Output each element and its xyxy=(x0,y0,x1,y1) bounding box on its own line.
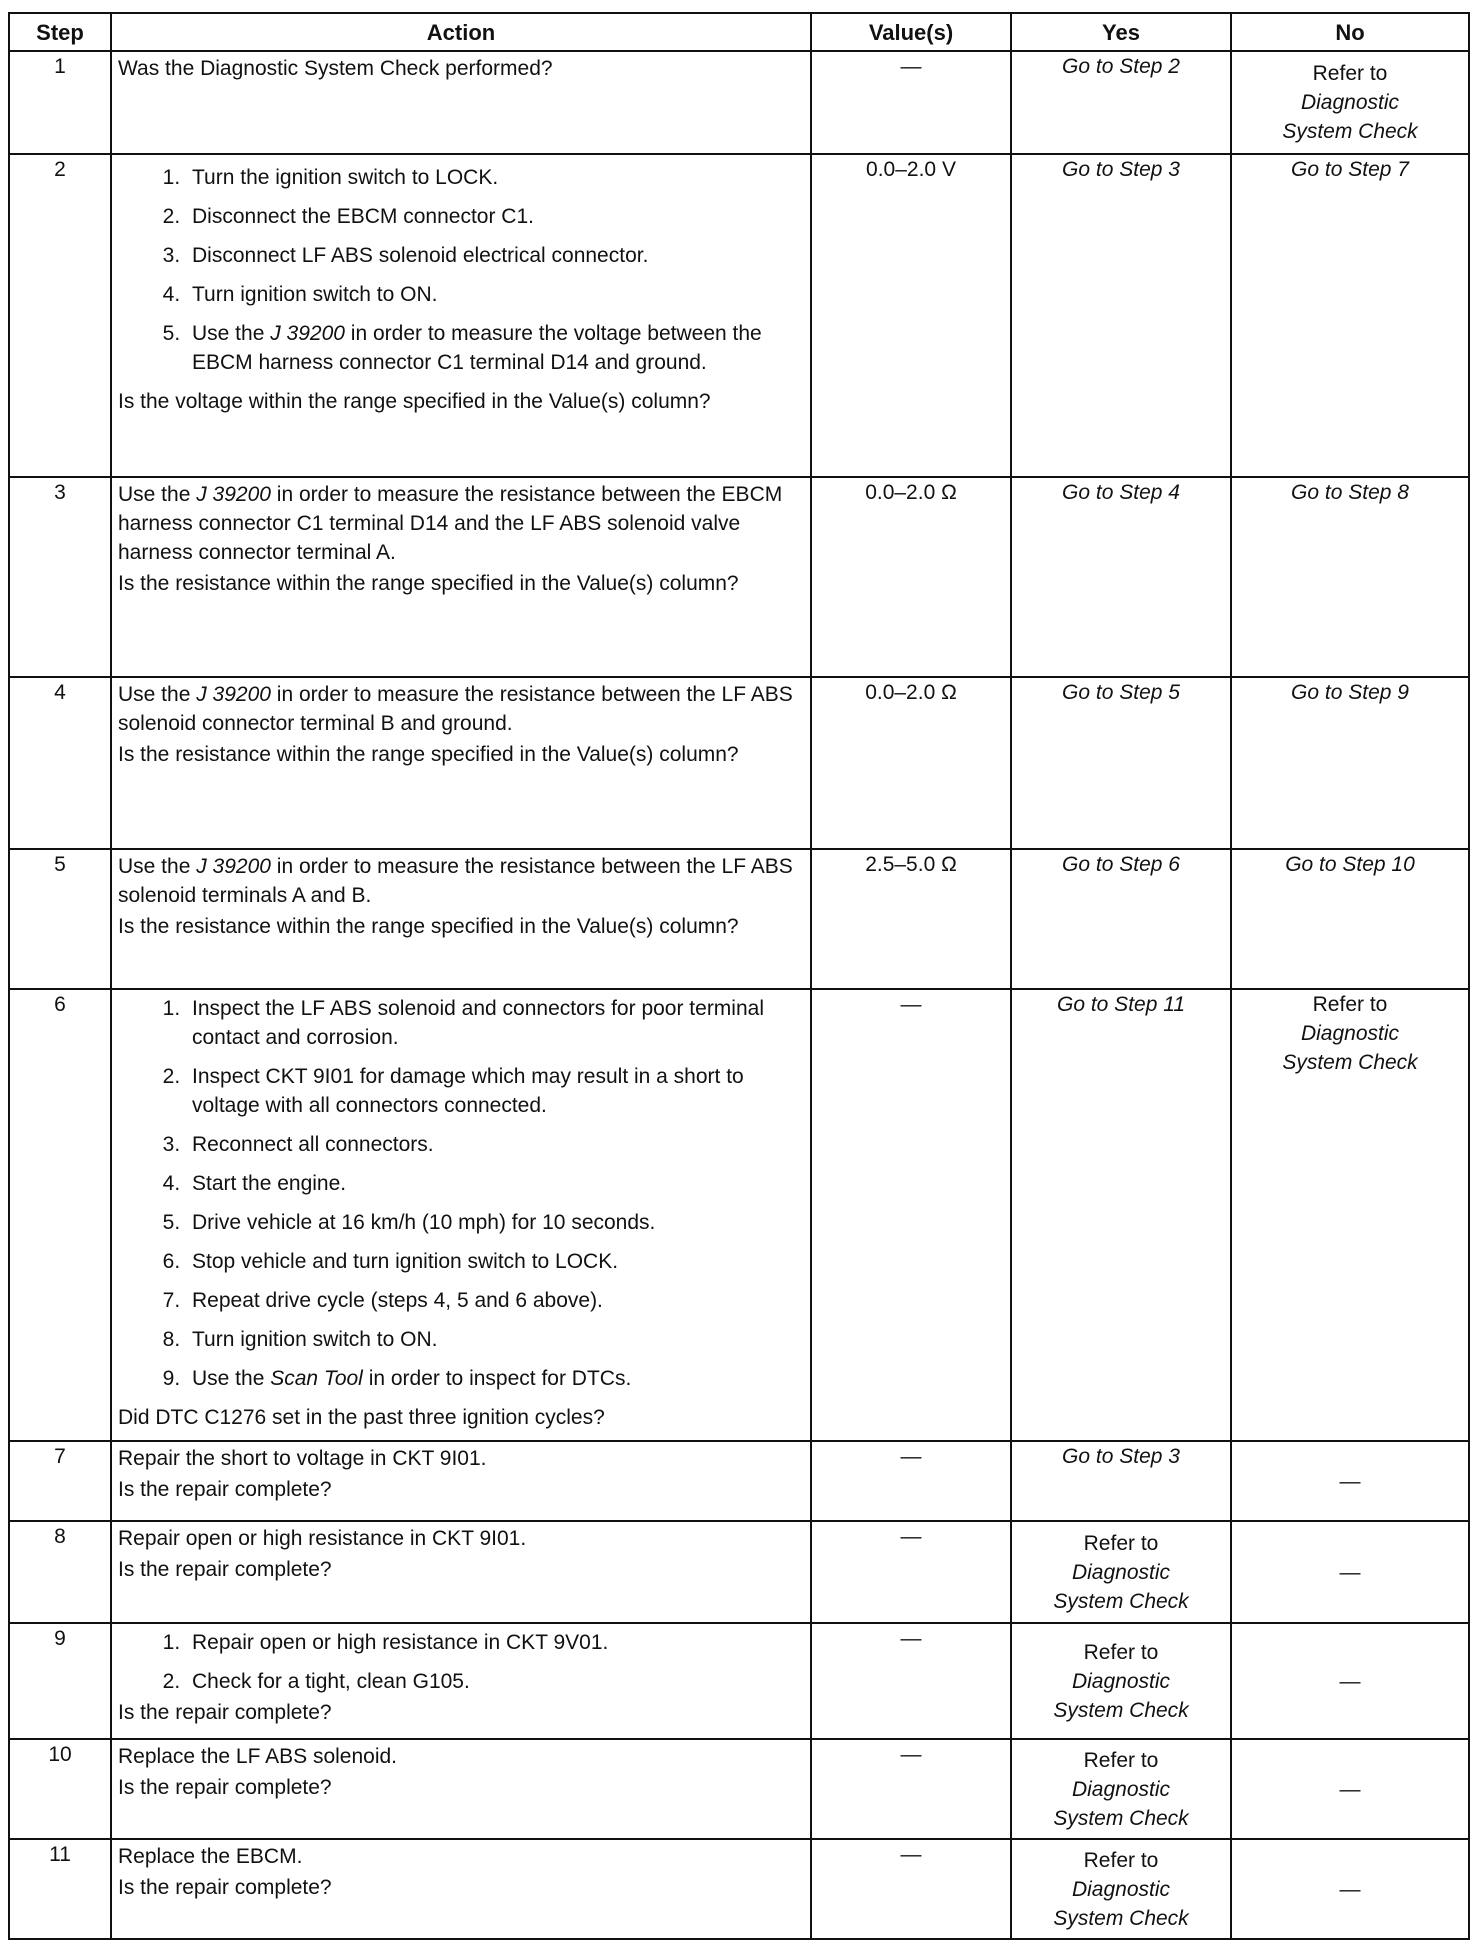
yes-cell xyxy=(1011,1739,1231,1839)
no-cell xyxy=(1231,477,1469,677)
question-text: Is the resistance within the range specified in the Value(s) column? xyxy=(118,572,739,595)
step-number: 4 xyxy=(9,677,111,849)
list-item: 2. Inspect CKT 9I01 for damage which may result in a short to voltage with all connectors connected. xyxy=(186,1062,804,1120)
list-item: 9. Use the Scan Tool in order to inspect for DTCs. xyxy=(186,1364,804,1393)
no-cell: — xyxy=(1231,1521,1469,1623)
step-number: 11 xyxy=(9,1839,111,1939)
procedure-list xyxy=(118,1628,804,1696)
action-text: Replace the LF ABS solenoid. xyxy=(118,1745,398,1768)
list-item: 3. Disconnect LF ABS solenoid electrical connector. xyxy=(186,241,804,270)
tool-name: J 39200 xyxy=(270,322,345,345)
list-item: 6. Stop vehicle and turn ignition switch to LOCK. xyxy=(186,1247,804,1276)
reference-diagnostic: Diagnostic xyxy=(1300,1022,1400,1045)
action-cell xyxy=(111,477,811,677)
action-text: Was the Diagnostic System Check performed? xyxy=(118,57,553,80)
list-item: 4. Turn ignition switch to ON. xyxy=(186,280,804,309)
goto-step: Go to Step 11 xyxy=(1056,993,1186,1016)
action-cell xyxy=(111,154,811,477)
tool-name: J 39200 xyxy=(196,483,271,506)
action-cell xyxy=(111,51,811,154)
procedure-list xyxy=(118,994,804,1393)
step-number: 2 xyxy=(9,154,111,477)
value-cell: — xyxy=(811,989,1011,1441)
header-step: Step xyxy=(9,13,111,51)
goto-step: Go to Step 10 xyxy=(1285,853,1415,876)
list-item: 1. Inspect the LF ABS solenoid and connectors for poor terminal contact and corrosion. xyxy=(186,994,804,1052)
step-number: 6 xyxy=(9,989,111,1441)
step-number: 7 xyxy=(9,1441,111,1521)
goto-step: Go to Step 8 xyxy=(1291,481,1409,504)
value-cell: — xyxy=(811,1521,1011,1623)
step-number: 1 xyxy=(9,51,111,154)
value-cell: 0.0–2.0 Ω xyxy=(811,477,1011,677)
value-cell: 0.0–2.0 Ω xyxy=(811,677,1011,849)
table-row-step-4 xyxy=(9,677,1469,849)
yes-cell xyxy=(1011,989,1231,1441)
question-text: Is the repair complete? xyxy=(118,1701,332,1724)
header-value: Value(s) xyxy=(811,13,1011,51)
no-cell: — xyxy=(1231,1739,1469,1839)
refer-to-label: Refer to xyxy=(1083,1640,1159,1664)
table-row-step-2 xyxy=(9,154,1469,477)
table-row-step-7 xyxy=(9,1441,1469,1521)
table-row-step-6 xyxy=(9,989,1469,1441)
goto-step: Go to Step 3 xyxy=(1062,158,1180,181)
value-cell: — xyxy=(811,1739,1011,1839)
list-item: 2. Disconnect the EBCM connector C1. xyxy=(186,202,804,231)
yes-cell xyxy=(1011,1623,1231,1739)
no-cell: — xyxy=(1231,1623,1469,1739)
tool-name: J 39200 xyxy=(196,683,271,706)
refer-to-label: Refer to xyxy=(1083,1531,1159,1555)
question-text: Is the repair complete? xyxy=(118,1776,332,1799)
refer-to-label: Refer to xyxy=(1083,1748,1159,1772)
no-cell xyxy=(1231,51,1469,154)
step-number: 9 xyxy=(9,1623,111,1739)
value-cell: — xyxy=(811,1839,1011,1939)
goto-step: Go to Step 2 xyxy=(1062,55,1180,78)
reference-system-check: System Check xyxy=(1053,1906,1189,1930)
yes-cell xyxy=(1011,1441,1231,1521)
table-row-step-5 xyxy=(9,849,1469,989)
value-cell: — xyxy=(811,1441,1011,1521)
action-cell xyxy=(111,1623,811,1739)
action-text: Replace the EBCM. xyxy=(118,1845,303,1868)
action-cell xyxy=(111,677,811,849)
goto-step: Go to Step 6 xyxy=(1062,853,1180,876)
reference-diagnostic: Diagnostic xyxy=(1071,1669,1171,1693)
list-item: 1. Repair open or high resistance in CKT 9V01. xyxy=(186,1628,804,1657)
list-item: 8. Turn ignition switch to ON. xyxy=(186,1325,804,1354)
action-text: Repair open or high resistance in CKT 9I01. xyxy=(118,1527,527,1550)
step-number: 5 xyxy=(9,849,111,989)
reference-diagnostic: Diagnostic xyxy=(1300,91,1400,114)
question-text: Is the repair complete? xyxy=(118,1558,332,1581)
action-cell xyxy=(111,849,811,989)
table-row-step-8 xyxy=(9,1521,1469,1623)
step-number: 3 xyxy=(9,477,111,677)
list-item: 3. Reconnect all connectors. xyxy=(186,1130,804,1159)
list-item: 1. Turn the ignition switch to LOCK. xyxy=(186,163,804,192)
list-item: 7. Repeat drive cycle (steps 4, 5 and 6 above). xyxy=(186,1286,804,1315)
goto-step: Go to Step 9 xyxy=(1291,681,1409,704)
action-text: Use the J 39200 in order to measure the resistance between the EBCM harness connector C1 terminal D14 and the LF ABS solenoid valve harness connector terminal A. xyxy=(118,483,783,564)
value-cell: — xyxy=(811,1623,1011,1739)
goto-step: Go to Step 3 xyxy=(1062,1445,1180,1468)
question-text: Is the repair complete? xyxy=(118,1876,332,1899)
question-text: Is the repair complete? xyxy=(118,1478,332,1501)
list-item: 2. Check for a tight, clean G105. xyxy=(186,1667,804,1696)
no-cell: — xyxy=(1231,1441,1469,1521)
yes-cell xyxy=(1011,1521,1231,1623)
scan-tool-name: Scan Tool xyxy=(270,1367,363,1390)
action-text: Repair the short to voltage in CKT 9I01. xyxy=(118,1447,487,1470)
table-row-step-11 xyxy=(9,1839,1469,1939)
refer-to-label: Refer to xyxy=(1312,993,1388,1016)
action-cell xyxy=(111,1521,811,1623)
refer-to-label: Refer to xyxy=(1312,62,1388,85)
table-row-step-1 xyxy=(9,51,1469,154)
reference-diagnostic: Diagnostic xyxy=(1071,1877,1171,1901)
tool-name: J 39200 xyxy=(196,855,271,878)
yes-cell xyxy=(1011,51,1231,154)
action-cell xyxy=(111,1739,811,1839)
question-text: Is the voltage within the range specified in the Value(s) column? xyxy=(118,390,711,413)
list-item: 5. Use the J 39200 in order to measure the voltage between the EBCM harness connector C1 terminal D14 and ground. xyxy=(186,319,804,377)
header-action: Action xyxy=(111,13,811,51)
step-number: 8 xyxy=(9,1521,111,1623)
yes-cell xyxy=(1011,849,1231,989)
yes-cell xyxy=(1011,1839,1231,1939)
list-item: 4. Start the engine. xyxy=(186,1169,804,1198)
action-text: Use the J 39200 in order to measure the resistance between the LF ABS solenoid connector terminal B and ground. xyxy=(118,683,793,735)
question-text: Is the resistance within the range specified in the Value(s) column? xyxy=(118,743,739,766)
no-cell: — xyxy=(1231,1839,1469,1939)
value-cell: — xyxy=(811,51,1011,154)
header-no: No xyxy=(1231,13,1469,51)
table-row-step-9 xyxy=(9,1623,1469,1739)
value-cell: 2.5–5.0 Ω xyxy=(811,849,1011,989)
header-yes: Yes xyxy=(1011,13,1231,51)
goto-step: Go to Step 5 xyxy=(1062,681,1180,704)
reference-system-check: System Check xyxy=(1053,1589,1189,1613)
action-cell xyxy=(111,1441,811,1521)
refer-to-label: Refer to xyxy=(1083,1848,1159,1872)
list-item: 5. Drive vehicle at 16 km/h (10 mph) for 10 seconds. xyxy=(186,1208,804,1237)
reference-system-check: System Check xyxy=(1053,1698,1189,1722)
table-row-step-3 xyxy=(9,477,1469,677)
value-cell: 0.0–2.0 V xyxy=(811,154,1011,477)
no-cell xyxy=(1231,154,1469,477)
reference-system-check: System Check xyxy=(1282,1051,1418,1074)
procedure-list xyxy=(118,163,804,377)
no-cell xyxy=(1231,849,1469,989)
no-cell xyxy=(1231,677,1469,849)
table-row-step-10 xyxy=(9,1739,1469,1839)
reference-system-check: System Check xyxy=(1053,1806,1189,1830)
header-row xyxy=(9,13,1469,51)
reference-diagnostic: Diagnostic xyxy=(1071,1560,1171,1584)
yes-cell xyxy=(1011,677,1231,849)
goto-step: Go to Step 4 xyxy=(1062,481,1180,504)
yes-cell xyxy=(1011,477,1231,677)
reference-diagnostic: Diagnostic xyxy=(1071,1777,1171,1801)
action-cell xyxy=(111,989,811,1441)
goto-step: Go to Step 7 xyxy=(1291,158,1409,181)
question-text: Did DTC C1276 set in the past three ignition cycles? xyxy=(118,1406,605,1429)
diagnostic-table xyxy=(8,12,1470,1940)
question-text: Is the resistance within the range specified in the Value(s) column? xyxy=(118,915,739,938)
reference-system-check: System Check xyxy=(1282,120,1418,143)
action-text: Use the J 39200 in order to measure the resistance between the LF ABS solenoid terminals A and B. xyxy=(118,855,793,907)
yes-cell xyxy=(1011,154,1231,477)
step-number: 10 xyxy=(9,1739,111,1839)
no-cell xyxy=(1231,989,1469,1441)
action-cell xyxy=(111,1839,811,1939)
